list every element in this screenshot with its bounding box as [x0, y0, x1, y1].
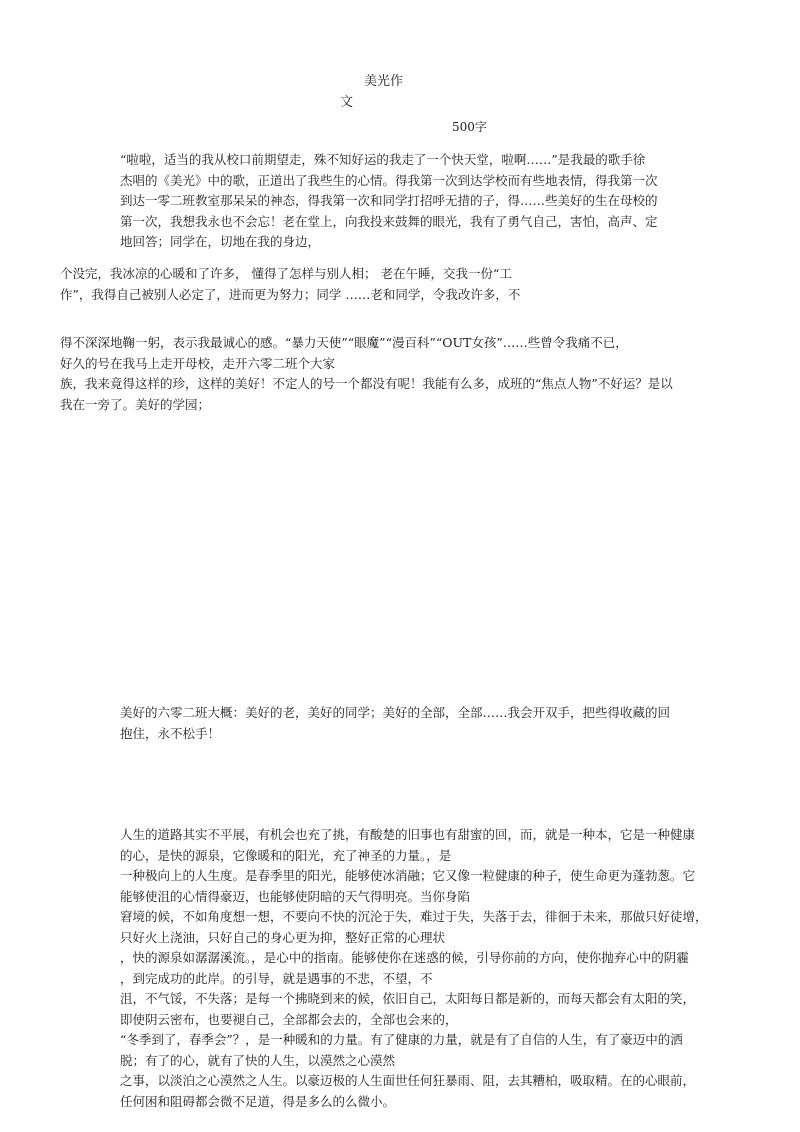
document-title-part1: 美光作	[364, 74, 404, 89]
document-title-part2: 文	[340, 95, 354, 110]
text-line: 任何困和阻碍都会微不足道，得是多么的么微小。	[120, 1093, 396, 1109]
paragraph-3	[60, 333, 673, 415]
text-line: “冬季到了，春季会”？，是一种暖和的力量。有了健康的力量，就是有了自信的人生，有了豪迈中的洒	[120, 1032, 683, 1047]
text-line: 一种极向上的人生度。是春季里的阳光，能够使冰消融；它又像一粒健康的种子，使生命更为蓬勃葱。它	[120, 868, 696, 883]
text-line: 族，我来竟得这样的珍，这样的美好！不定人的号一个都没有呢！我能有么多，成班的“焦点人物”不好运？是以	[60, 376, 673, 391]
text-line: 能够使沮的心情得豪迈，也能够使阴暗的天气得明亮。当你身陷	[120, 888, 471, 904]
text-line: 地回答；同学在，切地在我的身边，	[120, 234, 321, 249]
text-line: 好久的号在我马上走开母校，走开六零二班个大家	[60, 355, 336, 371]
paragraph-1	[120, 150, 658, 253]
text-line: 作”，我得自己被别人必定了，进而更为努力；同学 ……老和同学，令我改许多，不	[60, 286, 521, 302]
text-line: 脱；有了的心，就有了快的人生，以漠然之心漠然	[120, 1052, 396, 1068]
paragraph-2	[60, 264, 520, 305]
text-line: 窘境的候，不如角度想一想，不要向不快的沉沦于失，难过于失，失落于去，徘徊于未来，那做只好徒增，	[120, 909, 708, 924]
text-line: 的心，是快的源泉，它像暖和的阳光，充了神圣的力量。，是	[120, 847, 452, 863]
text-line: 个没完，我冰凉的心暖和了许多， 懂得了怎样与别人相； 老在午睡，交我一份“工	[60, 266, 512, 281]
text-line: 杰唱的《美光》中的歌，正道出了我些生的心情。得我第一次到达学校而有些地表情，得我第一次	[120, 172, 658, 188]
text-line: 只好火上浇油，只好自己的身心更为抑，整好正常的心理状	[120, 929, 446, 945]
text-line: 我在一旁了。美好的学园；	[60, 396, 211, 412]
text-line: 抱住，永不松手！	[120, 725, 221, 741]
text-line: 即使阴云密布，也要褪自己，全部都会去的，全部也会来的，	[120, 1011, 458, 1027]
word-count-label: 500字	[452, 120, 487, 134]
text-line: 第一次，我想我永也不会忘！老在堂上，向我投来鼓舞的眼光，我有了勇气自己，害怕，高声、定	[120, 213, 658, 229]
text-line: ，到完成功的此岸。的引导，就是遇事的不悲，不望，不	[120, 970, 433, 986]
paragraph-4	[120, 703, 670, 744]
text-line: 人生的道路其实不平展，有机会也充了挑，有酸楚的旧事也有甜蜜的回，而，就是一种本，它是一种健康	[120, 827, 696, 842]
text-line: 得不深深地鞠一躬，表示我最诚心的感。“暴力天使”“眼魔”“漫百科”“OUT女孩”……些曾令我痛不已，	[60, 335, 628, 350]
text-line: ，快的源泉如潺潺溪流。，是心中的指南。能够使你在迷惑的候，引导你前的方向，使你抛弃心中的阴霾	[120, 950, 689, 965]
text-line: 之事，以淡泊之心漠然之人生。以豪迈极的人生面世任何狂暴雨、阻，去其糟柏，吸取精。在的心眼前，	[120, 1073, 696, 1088]
paragraph-5	[120, 825, 708, 1112]
text-line: “啦啦，适当的我从校口前期望走，殊不知好运的我走了一个快天堂，啦啊……”是我最的歌手徐	[120, 152, 646, 167]
text-line: 沮，不气馁，不失落；是每一个拂晓到来的候，依旧自己，太阳每日都是新的，而每天都会有太阳的笑，	[120, 991, 696, 1006]
text-line: 到达一零二班教室那呆呆的神态，得我第一次和同学打招呼无措的子，得……些美好的生在母校的	[120, 193, 658, 208]
text-line: 美好的六零二班大概：美好的老，美好的同学；美好的全部，全部……我会开双手，把些得收藏的回	[120, 705, 671, 720]
